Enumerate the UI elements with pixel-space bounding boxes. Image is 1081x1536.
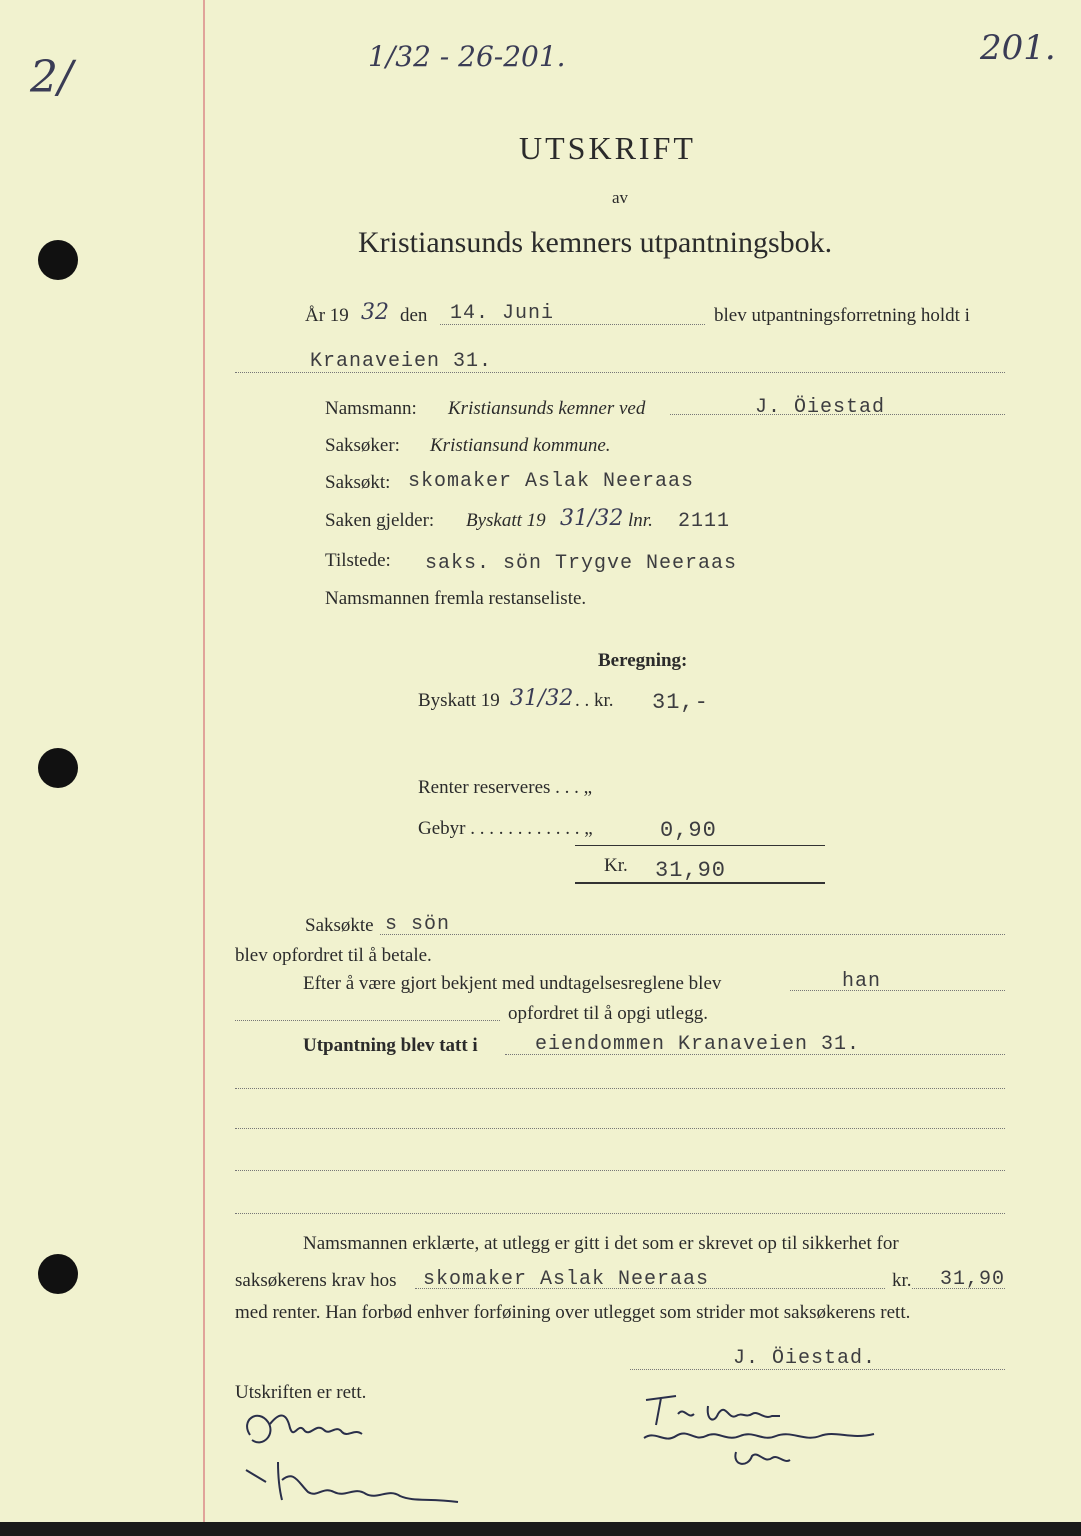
krav-value: skomaker Aslak Neeraas [423,1268,710,1291]
margin-rule [203,0,205,1522]
byskatt-amount: 31,- [652,690,709,715]
place-value: Kranaveien 31. [310,350,493,373]
byskatt-label: Byskatt 19 [418,690,500,711]
total-rule [575,882,825,884]
krav-label: saksøkerens krav hos [235,1270,397,1291]
saken-value: Byskatt 19 [466,510,546,531]
dotted-line [790,990,1005,991]
utpantning-label: Utpantning blev tatt i [303,1035,478,1056]
reference-number: 1/32 - 26-201. [368,40,566,73]
dotted-line [235,1213,1005,1214]
erklaerte-text: Namsmannen erklærte, at utlegg er gitt i det som er skrevet op til sikkerhet for [303,1233,899,1254]
byskatt-year: 31/32 [510,686,574,711]
opfordret-text: blev opfordret til å betale. [235,945,432,966]
renter-text: med renter. Han forbød enhver forføining over utlegget som strider mot saksøkerens rett. [235,1302,911,1323]
punch-hole [38,1254,78,1294]
renter-label: Renter reserveres . . . „ [418,777,593,798]
krav-kr: kr. [892,1270,912,1291]
page-number: 201. [980,28,1056,68]
den-label: den [400,305,428,326]
utskriften-text: Utskriften er rett. [235,1382,367,1403]
dotted-line [380,934,1005,935]
document-subtitle: Kristiansunds kemners utpantningsbok. [358,226,833,259]
date-value: 14. Juni [450,302,555,325]
subtotal-rule [575,845,825,846]
page-edge-shadow [0,1522,1081,1536]
held-text: blev utpantningsforretning holdt i [714,305,970,326]
saksoker-value: Kristiansund kommune. [430,435,611,456]
saksokte-value: s sön [385,913,451,936]
saken-label: Saken gjelder: [325,510,435,531]
total-label: Kr. [604,855,628,876]
utpantning-value: eiendommen Kranaveien 31. [535,1033,861,1056]
year-value: 32 [361,300,389,325]
document-title: UTSKRIFT [519,130,696,166]
namsmann-label: Namsmann: [325,398,417,419]
typed-signature: J. Öiestad. [733,1347,877,1370]
dotted-line [415,1288,885,1289]
namsmann-value: Kristiansunds kemner ved [448,398,646,419]
namsmann-name: J. Öiestad [755,396,886,419]
dotted-line [235,372,1005,373]
saksokt-label: Saksøkt: [325,472,391,493]
handwritten-signature-left [238,1400,478,1515]
krav-amount: 31,90 [940,1268,1006,1291]
restanse-text: Namsmannen fremla restanseliste. [325,588,587,609]
total-amount: 31,90 [655,858,727,883]
dotted-line [440,324,705,325]
signature-line [630,1369,1005,1370]
tilstede-value: saks. sön Trygve Neeraas [425,552,738,575]
top-left-mark: 2/ [30,52,73,103]
punch-hole [38,240,78,280]
efter-value: han [842,970,882,993]
saksokt-value: skomaker Aslak Neeraas [408,470,695,493]
dotted-line [235,1170,1005,1171]
gebyr-amount: 0,90 [660,818,717,843]
lnr-value: 2111 [678,510,731,533]
byskatt-kr: . . kr. [575,690,614,711]
tilstede-label: Tilstede: [325,550,391,571]
dotted-line [235,1088,1005,1089]
gebyr-label: Gebyr . . . . . . . . . . . . „ [418,818,593,839]
efter-text: Efter å være gjort bekjent med undtagelsesreglene blev [303,973,722,994]
lnr-label: lnr. [628,510,653,531]
saksokte-label: Saksøkte [305,915,374,936]
beregning-title: Beregning: [598,650,688,671]
title-av: av [612,188,629,207]
dotted-line [235,1128,1005,1129]
opgi-text: opfordret til å opgi utlegg. [508,1003,708,1024]
dotted-line [235,1020,500,1021]
handwritten-signature-right [636,1380,886,1475]
saken-year: 31/32 [560,506,624,531]
punch-hole [38,748,78,788]
year-label: År 19 [305,305,349,326]
saksoker-label: Saksøker: [325,435,400,456]
